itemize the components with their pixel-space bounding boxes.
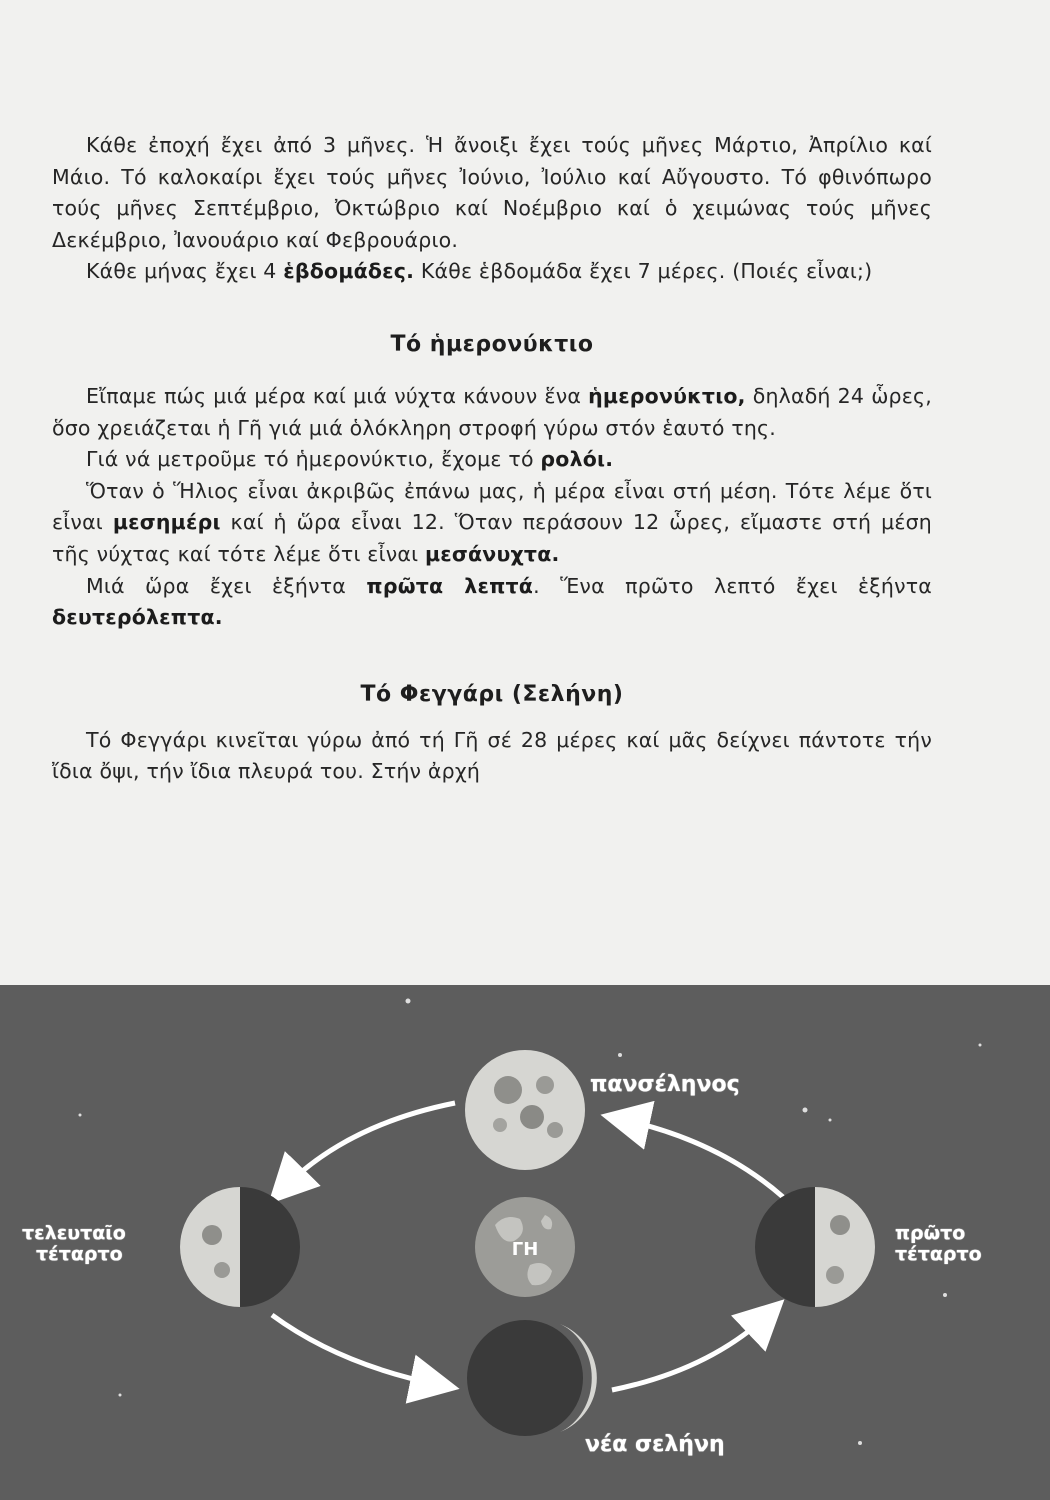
weeks-text: Κάθε μήνας ἔχει 4	[86, 259, 284, 284]
new-moon-label: νέα σελήνη	[585, 1432, 725, 1457]
text: Ὅταν ὁ Ἥλιος εἶναι ἀκριβῶς ἐπάνω μας, ἡ μέρα εἶναι στή μέση. Τότε λέμε ὅτι εἶναι	[52, 478, 932, 535]
weeks-paragraph	[52, 256, 932, 288]
last-quarter-label-line1: τελευταῖο	[22, 1222, 126, 1244]
clock-paragraph	[52, 444, 932, 476]
arrow-last-to-new	[272, 1315, 440, 1385]
arrow-full-to-last	[282, 1103, 455, 1190]
bold-term: μεσημέρι	[112, 510, 221, 535]
heading-day-night: Τό ἡμερονύκτιο	[390, 331, 594, 357]
earth-label: ΓΗ	[511, 1239, 539, 1260]
first-quarter-label-line1: πρῶτο	[895, 1222, 966, 1244]
text: Εἴπαμε πώς μιά μέρα καί μιά νύχτα κάνουν ἕνα	[86, 383, 589, 408]
new-moon-icon	[457, 1320, 597, 1436]
first-quarter-moon-icon	[755, 1187, 875, 1307]
moon-phases-illustration	[0, 985, 1050, 1500]
bold-term: μεσάνυχτα.	[424, 541, 560, 566]
first-quarter-label-line2: τέταρτο	[895, 1243, 982, 1265]
moon-paragraph: Τό Φεγγάρι κινεῖται γύρω ἀπό τή Γῆ σέ 28 μέρες καί μᾶς δείχνει πάντοτε τήν ἴδια ὄψι, τήν ἴδια πλευρά του. Στήν ἀρχή	[52, 727, 932, 784]
text: Μιά ὥρα ἔχει ἑξήντα	[86, 573, 367, 598]
text: Γιά νά μετροῦμε τό ἡμερονύκτιο, ἔχομε τό	[86, 447, 541, 472]
text: καί ἡ ὥρα εἶναι 12. Ὅταν περάσουν 12 ὧρες, εἴμαστε στή μέση τῆς νύχτας καί τότε λέμε ὅτι εἶναι	[52, 510, 932, 566]
page-text	[52, 130, 932, 788]
seasons-paragraph: Κάθε ἐποχή ἔχει ἀπό 3 μῆνες. Ἡ ἄνοιξι ἔχει τούς μῆνες Μάρτιο, Ἀπρίλιο καί Μάιο. Τό καλοκαίρι ἔχει τούς μῆνες Ἰούνιο, Ἰούλιο καί Αὔγουστο. Τό φθινόπωρο τούς μῆνες Σεπτέμβριο, Ὀκτώβριο καί Νοέμβριο καί ὁ χειμώνας τούς μῆνες Δεκέμβριο, Ἰανουάριο καί Φεβρουάριο.	[52, 133, 932, 252]
text: δηλαδή 24 ὧρες, ὅσο χρειάζεται ἡ Γῆ γιά μιά ὁλόκληρη στροφή γύρω στόν ἑαυτό της.	[52, 383, 933, 440]
bold-term: ἡμερονύκτιο,	[588, 383, 746, 408]
bold-term: πρῶτα λεπτά	[366, 573, 534, 598]
weeks-bold: ἑβδομάδες.	[283, 259, 415, 284]
minutes-paragraph	[52, 571, 932, 634]
last-quarter-moon-icon	[180, 1187, 300, 1307]
bold-term: ρολόι.	[540, 447, 614, 472]
arrow-new-to-first	[612, 1313, 770, 1390]
weeks-text-end: Κάθε ἑβδομάδα ἔχει 7 μέρες. (Ποιές εἶναι;)	[414, 259, 873, 284]
noon-paragraph	[52, 476, 932, 571]
full-moon-label: πανσέληνος	[590, 1072, 740, 1097]
last-quarter-label-line2: τέταρτο	[36, 1243, 123, 1265]
arrow-first-to-full	[620, 1119, 783, 1197]
moon-phases-diagram	[0, 985, 1050, 1500]
full-moon-icon	[465, 1050, 585, 1170]
bold-term: δευτερόλεπτα.	[52, 605, 223, 630]
day-night-paragraph	[52, 381, 932, 444]
heading-moon: Τό Φεγγάρι (Σελήνη)	[360, 681, 624, 707]
text: . Ἕνα πρῶτο λεπτό ἔχει ἑξήντα	[533, 573, 932, 598]
